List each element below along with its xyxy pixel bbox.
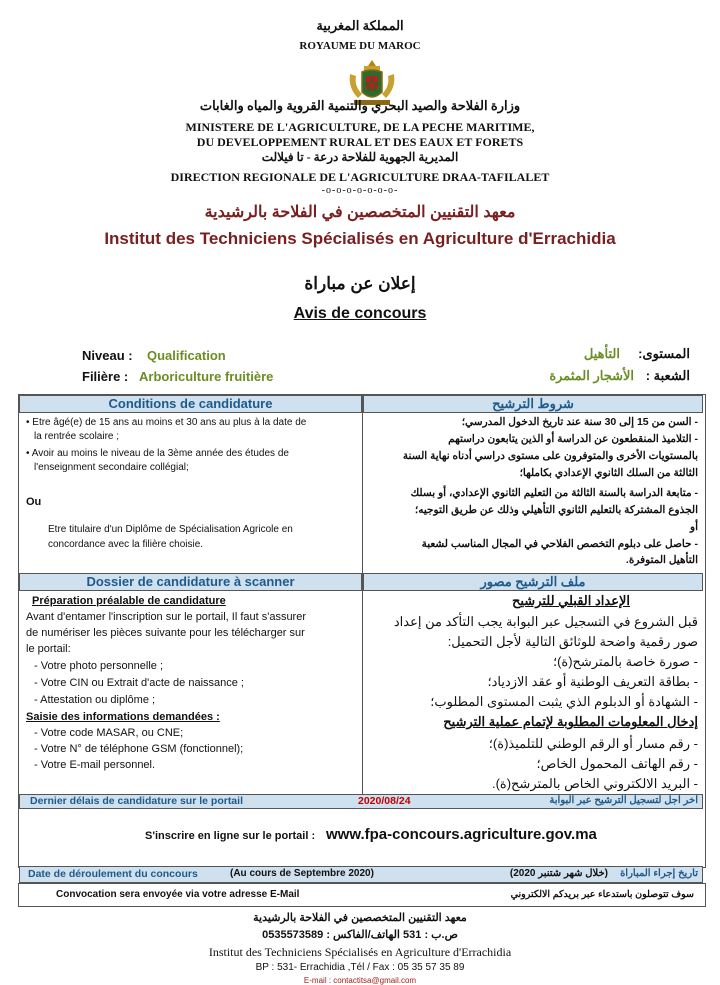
portal-prefix: S'inscrire en ligne sur le portail : [145,830,316,842]
dossier-header-fr: Dossier de candidature à scanner [19,573,362,591]
filiere-ar-value: الأشجار المثمرة [549,368,634,383]
condition-line: • Avoir au moins le niveau de la 3ème année des études de [26,448,289,459]
dossier-ar-title: الإعداد القبلي للترشيح [511,593,630,608]
exam-label-fr: Date de déroulement du concours [28,868,198,880]
niveau-ar-label: المستوى: [638,346,690,361]
conditions-header-ar: شروط الترشيح [363,395,703,413]
condition-ar-line: - السن من 15 إلى 30 سنة عند تاريخ الدخول المدرسي؛ [461,416,698,428]
condition-ar-line: الثالثة من السلك الثانوي الإعدادي بكاملها؛ [519,467,698,479]
piece-item: - Votre photo personnelle ; [34,660,164,672]
filiere-label: Filière : [82,369,129,384]
dossier-ar-line: - الشهادة أو الدبلوم الذي يثبت المستوى المطلوب؛ [430,694,698,709]
dossier-ar-title-2: إدخال المعلومات المطلوبة لإتمام عملية الترشيح [443,714,698,729]
saisie-title: Saisie des informations demandées : [26,711,220,723]
prep-title: Préparation préalable de candidature [32,595,226,607]
deadline-label-ar: اخر اجل لتسجيل الترشيح عبر البوابة [549,795,698,806]
notice-title-fr: Avis de concours [293,305,427,322]
piece-item: - Attestation ou diplôme ; [34,694,156,706]
footer-contact-fr: BP : 531- Errachidia ,Tél / Fax : 05 35 57 35 89 [255,962,465,973]
condition-ar-line: الجذوع المشتركة بالتعليم الثانوي التأهيلي وذلك عن طريق التوجيه؛ [414,504,698,516]
prep-line: de numériser les pièces suivante pour les télécharger sur [26,627,305,639]
dossier-ar-line: - صورة خاصة بالمترشح(ة)؛ [552,654,698,669]
convocation-fr: Convocation sera envoyée via votre adresse E-Mail [56,889,300,900]
filiere-ar-label: الشعبة : [645,368,690,383]
condition-line: l'enseignment secondaire collégial; [34,462,189,473]
portal-url-link[interactable]: www.fpa-concours.agriculture.gov.ma [326,826,597,843]
saisie-item: - Votre N° de téléphone GSM (fonctionnel); [34,743,244,755]
exam-label-ar: تاريخ إجراء المباراة [620,868,698,879]
condition-ar-line: - متابعة الدراسة بالسنة الثالثة من التعليم الثانوي الإعدادي، أو بسلك [410,487,698,499]
footer-name-ar: معهد التقنيين المتخصصين في الفلاحة بالرشيدية [253,912,467,924]
direction-fr: DIRECTION REGIONALE DE L'AGRICULTURE DRAA-TAFILALET [170,170,550,184]
ministry-ar: وزارة الفلاحة والصيد البحري والتنمية القروية والمياه والغابات [199,98,521,113]
condition-ar-line: - التلاميذ المنقطعون عن الدراسة أو الذين يتابعون دراستهم [448,433,698,445]
footer-contact-ar: ص.ب : 531 الهاتف/الفاكس : 0535573589 [262,929,458,941]
niveau-label: Niveau : [82,348,133,363]
institute-fr: Institut des Techniciens Spécialisés en Agriculture d'Errachidia [104,229,616,248]
filiere-value: Arboriculture fruitière [139,369,274,384]
dossier-ar-line-2: - رقم الهاتف المحمول الخاص؛ [536,756,698,771]
kingdom-ar: المملكة المغربية [316,18,404,33]
separator: -o-o-o-o-o-o-o- [321,185,399,196]
condition-line: la rentrée scolaire ; [34,431,120,442]
convocation-ar: سوف تتوصلون باستدعاء عبر بريدكم الالكتروني [510,889,694,900]
dossier-ar-line-2: - رقم مسار أو الرقم الوطني للتلميذ(ة)؛ [488,736,698,751]
dossier-header-ar: ملف الترشيح مصور [363,573,703,591]
condition-ar-line: بالمستويات الأخرى والمتوفرون على مستوى دراسي أدناه نهاية السنة [402,450,698,462]
notice-title-ar: إعلان عن مباراة [304,274,416,293]
niveau-ar-value: التأهيل [583,346,620,361]
deadline-date: 2020/08/24 [358,795,411,807]
saisie-item: - Votre code MASAR, ou CNE; [34,727,184,739]
table-divider [362,394,363,808]
niveau-value: Qualification [147,348,226,363]
ministry-fr-line1: MINISTERE DE L'AGRICULTURE, DE LA PECHE MARITIME, [185,120,535,134]
dossier-ar-line: قبل الشروع في التسجيل عبر البوابة يجب التأكد من إعداد [393,614,698,629]
prep-line: Avant d'entamer l'inscription sur le portail, Il faut s'assurer [26,611,307,623]
condition-or: Ou [26,496,42,508]
dossier-ar-line: صور رقمية واضحة للوثائق التالية لأجل التحميل: [447,634,698,649]
exam-period-ar: (خلال شهر شتنبر 2020) [509,868,608,879]
exam-period-fr: (Au cours de Septembre 2020) [230,868,374,879]
conditions-header-fr: Conditions de candidature [19,395,362,413]
ministry-fr-line2: DU DEVELOPPEMENT RURAL ET DES EAUX ET FORETS [196,135,524,149]
prep-line: le portail: [26,643,71,655]
condition-ar-line: أو [690,521,698,533]
condition-alt-line1: Etre titulaire d'un Diplôme de Spécialisation Agricole en [48,524,293,535]
footer-email: E-mail : contactitsa@gmail.com [303,976,417,985]
kingdom-fr: ROYAUME DU MAROC [299,40,421,52]
direction-ar: المديرية الجهوية للفلاحة درعة - تا فيلالت [261,150,459,164]
condition-ar-line: التأهيل المتوفرة. [625,554,698,566]
dossier-ar-line-2: - البريد الالكتروني الخاص بالمترشح(ة). [491,776,698,791]
saisie-item: - Votre E-mail personnel. [34,759,156,771]
deadline-label-fr: Dernier délais de candidature sur le portail [30,795,243,807]
condition-line: • Etre âgé(e) de 15 ans au moins et 30 ans au plus à la date de [26,417,307,428]
piece-item: - Votre CIN ou Extrait d'acte de naissance ; [34,677,244,689]
footer-name-fr: Institut des Techniciens Spécialisés en Agriculture d'Errachidia [208,945,512,959]
dossier-ar-line: - بطاقة التعريف الوطنية أو عقد الازدياد؛ [487,674,698,689]
condition-ar-line: - حاصل على دبلوم التخصص الفلاحي في المجال المناسب لشعبة [421,538,698,550]
institute-ar: معهد التقنيين المتخصصين في الفلاحة بالرشيدية [204,204,516,221]
condition-alt-line2: concordance avec la filière choisie. [48,539,204,550]
